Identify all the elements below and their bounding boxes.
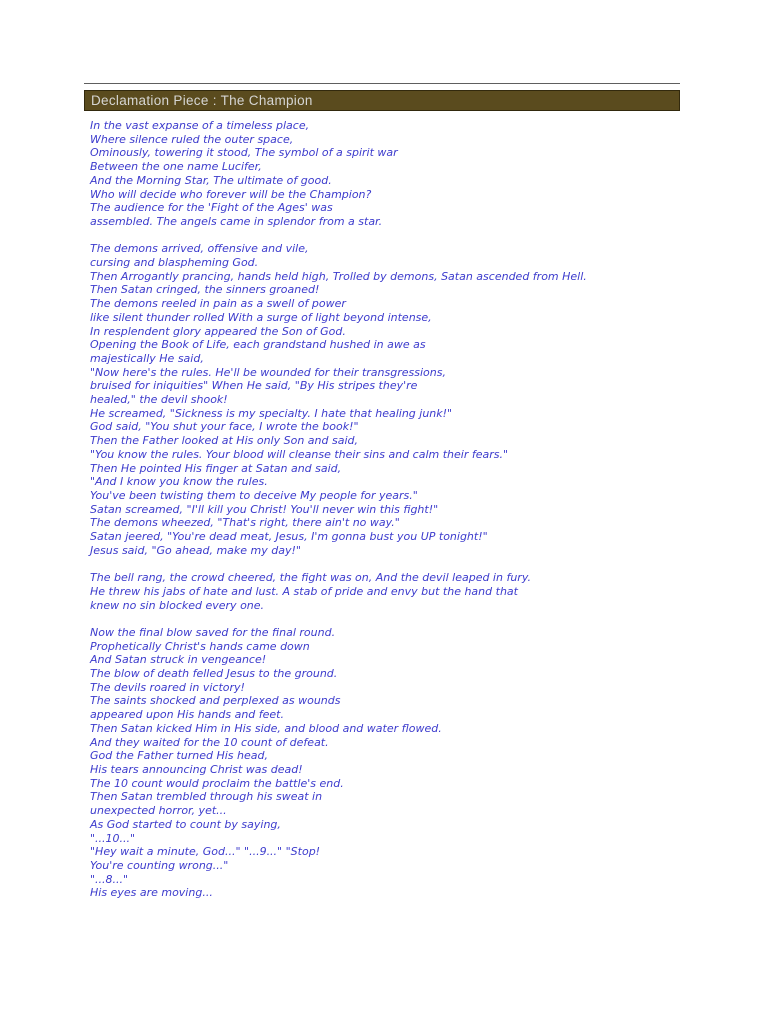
poem-line: Then Arrogantly prancing, hands held high, Trolled by demons, Satan ascended from Hell. xyxy=(90,269,587,283)
poem-line: The audience for the 'Fight of the Ages' was xyxy=(90,201,333,215)
poem-line: "...10..." xyxy=(90,831,136,845)
poem-line: "...8..." xyxy=(90,872,129,886)
poem-line: You've been twisting them to deceive My people for years." xyxy=(90,488,418,502)
poem-line: assembled. The angels came in splendor from a star. xyxy=(90,214,383,228)
poem-line: Jesus said, "Go ahead, make my day!" xyxy=(90,543,301,557)
poem-line: unexpected horror, yet... xyxy=(90,804,227,818)
poem-line: And the Morning Star, The ultimate of good. xyxy=(90,173,332,187)
poem-line: And Satan struck in vengeance! xyxy=(90,653,267,667)
poem-line: like silent thunder rolled With a surge of light beyond intense, xyxy=(90,310,432,324)
poem-line: "You know the rules. Your blood will cleanse their sins and calm their fears." xyxy=(90,447,509,461)
poem-line: In the vast expanse of a timeless place, xyxy=(90,119,310,132)
poem-line: His tears announcing Christ was dead! xyxy=(90,763,303,776)
poem-line: Where silence ruled the outer space, xyxy=(90,132,294,146)
poem-line: appeared upon His hands and feet. xyxy=(90,708,284,722)
poem-line: "And I know you know the rules. xyxy=(90,475,268,489)
stanza xyxy=(90,626,750,900)
poem-line: "Now here's the rules. He'll be wounded for their transgressions, xyxy=(90,365,446,379)
poem-line: And they waited for the 10 count of defeat. xyxy=(90,735,329,749)
poem-line: The saints shocked and perplexed as wounds xyxy=(90,694,341,708)
poem-line: God said, "You shut your face, I wrote the book!" xyxy=(90,420,359,434)
poem-line: The bell rang, the crowd cheered, the fight was on, And the devil leaped in fury. xyxy=(90,571,531,585)
poem-line: He threw his jabs of hate and lust. A stab of pride and envy but the hand that xyxy=(90,584,518,598)
poem-line: cursing and blaspheming God. xyxy=(90,256,259,270)
poem-line: Then He pointed His finger at Satan and said, xyxy=(90,461,342,475)
stanza xyxy=(90,571,750,612)
page-title: Declamation Piece : The Champion xyxy=(91,93,313,108)
poem-line: God the Father turned His head, xyxy=(90,749,268,763)
poem-line: Then Satan cringed, the sinners groaned! xyxy=(90,283,320,297)
poem-line: Then Satan trembled through his sweat in xyxy=(90,790,323,804)
poem-line: Then Satan kicked Him in His side, and blood and water flowed. xyxy=(90,721,442,735)
poem-line: The demons arrived, offensive and vile, xyxy=(90,242,309,256)
top-rule-divider xyxy=(84,83,680,84)
poem-line: knew no sin blocked every one. xyxy=(90,598,265,612)
poem-line: Between the one name Lucifer, xyxy=(90,160,262,174)
poem-line: The devils roared in victory! xyxy=(90,680,245,694)
poem-line: Who will decide who forever will be the Champion? xyxy=(90,187,372,201)
poem-line: The blow of death felled Jesus to the ground. xyxy=(90,667,338,681)
poem-line: healed," the devil shook! xyxy=(90,393,228,407)
poem-line: "Hey wait a minute, God..." "...9..." "Stop! xyxy=(90,845,321,859)
poem-line: bruised for iniquities" When He said, "By His stripes they're xyxy=(90,379,418,393)
poem-line: Now the final blow saved for the final round. xyxy=(90,625,336,639)
poem-line: Then the Father looked at His only Son and said, xyxy=(90,434,358,448)
poem-line: Ominously, towering it stood, The symbol of a spirit war xyxy=(90,146,398,160)
poem-line: majestically He said, xyxy=(90,351,204,365)
poem-line: You're counting wrong..." xyxy=(90,858,229,872)
poem-line: As God started to count by saying, xyxy=(90,817,281,831)
poem-line: The 10 count would proclaim the battle's end. xyxy=(90,776,344,790)
poem-line: Opening the Book of Life, each grandstand hushed in awe as xyxy=(90,338,426,352)
poem-line: He screamed, "Sickness is my specialty. I hate that healing junk!" xyxy=(90,406,453,420)
poem-line: The demons wheezed, "That's right, there ain't no way." xyxy=(90,516,400,530)
stanza xyxy=(90,242,750,557)
poem-line: His eyes are moving... xyxy=(90,886,213,900)
poem-line: Satan jeered, "You're dead meat, Jesus, I'm gonna bust you UP tonight!" xyxy=(90,530,488,544)
poem-line: Prophetically Christ's hands came down xyxy=(90,639,310,653)
stanza xyxy=(90,119,750,229)
document-title-bar xyxy=(84,90,680,111)
poem-line: In resplendent glory appeared the Son of God. xyxy=(90,324,346,338)
poem-line: The demons reeled in pain as a swell of power xyxy=(90,297,346,311)
poem-body xyxy=(90,119,750,914)
poem-line: Satan screamed, "I'll kill you Christ! You'll never win this fight!" xyxy=(90,502,439,516)
